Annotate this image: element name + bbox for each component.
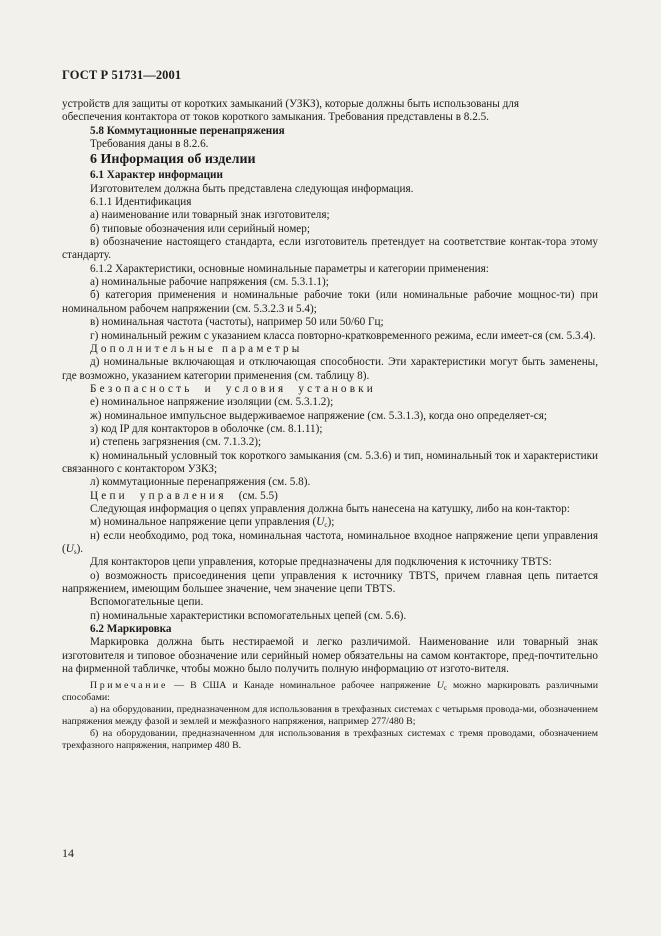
tbts-text: Для контакторов цепи управления, которые предназначены для подключения к источнику TBTS:: [90, 556, 552, 569]
item-a2: а) номинальные рабочие напряжения (см. 5.3.1.1);: [90, 276, 329, 289]
item-o: о) возможность присоединения цепи управления к источнику TBTS, причем главная цепь питается напряжением, имеющим большее значение, чем значение цепи TBTS.: [62, 569, 598, 596]
item-v: в) обозначение настоящего стандарта, если изготовитель претендует на соответствие контак-тора этому стандарту.: [62, 236, 598, 262]
note-item-b: б) на оборудовании, предназначенном для использования в трехфазных системах с тремя проводами, обозначением трехфазного напряжения, например 480 В.: [62, 728, 598, 752]
control-circuits-label: Цепи управления (см. 5.5): [90, 489, 278, 502]
safety-label: Безопасность и условия установки: [90, 382, 376, 395]
intro-line-2: обеспечения контактора от токов короткого замыкания. Требования представлены в 8.2.5.: [62, 111, 489, 124]
item-e: е) номинальное напряжение изоляции (см. 5.3.1.2);: [90, 396, 334, 409]
item-n: н) если необходимо, род тока, номинальная частота, номинальное входное напряжение цепи управления $(U_s)$.: [62, 529, 598, 556]
control-circuits-text: Следующая информация о цепях управления должна быть нанесена на катушку, либо на кон-тактор:: [90, 502, 570, 515]
item-k: к) номинальный условный ток короткого замыкания (см. 5.3.6) и тип, номинальный ток и характеристики связанного с контактором УЗКЗ;: [62, 449, 598, 475]
section-6-1-2: 6.1.2 Характеристики, основные номинальные параметры и категории применения:: [90, 262, 489, 275]
section-6-title: 6 Информация об изделии: [90, 152, 256, 168]
item-i: и) степень загрязнения (см. 7.1.3.2);: [90, 436, 262, 449]
note: Примечание — В США и Канаде номинальное рабочее напряжение $U_c$ можно маркировать различными способами:: [62, 680, 598, 704]
auxiliary-circuits: Вспомогательные цепи.: [90, 596, 204, 609]
item-a: а) наименование или товарный знак изготовителя;: [90, 209, 330, 222]
intro-line-1: устройств для защиты от коротких замыканий (УЗКЗ), которые должны быть использованы для: [62, 98, 520, 110]
section-6-1-1: 6.1.1 Идентификация: [90, 196, 192, 209]
section-6-2-text: Маркировка должна быть нестираемой и легко различимой. Наименование или товарный знак изготовителя и типовое обозначение или серийный номер обязательны на самом контакторе, пред-почтительно на фирменной табличке, чтобы можно было получить полную информацию от изгото-вителя.: [62, 636, 598, 676]
item-zh: ж) номинальное импульсное выдерживаемое напряжение (см. 5.3.1.3), когда оно определяет-ся;: [90, 409, 547, 422]
section-6-1-text: Изготовителем должна быть представлена следующая информация.: [90, 182, 414, 195]
item-v2: в) номинальная частота (частоты), например 50 или 50/60 Гц;: [90, 316, 384, 329]
item-b: б) типовые обозначения или серийный номер;: [90, 222, 310, 235]
item-g: г) номинальный режим с указанием класса повторно-кратковременного режима, если имеет-ся (см. 5.3.4).: [90, 329, 596, 342]
section-6-1-title: 6.1 Характер информации: [90, 169, 223, 182]
item-p: п) номинальные характеристики вспомогательных цепей (см. 5.6).: [90, 609, 407, 622]
item-z: з) код IP для контакторов в оболочке (см. 8.1.11);: [90, 422, 323, 435]
page-number: 14: [62, 846, 74, 860]
section-5-8-text: Требования даны в 8.2.6.: [90, 138, 209, 151]
additional-params-label: Дополнительные параметры: [90, 342, 303, 355]
item-m: м) номинальное напряжение цепи управления $(U_c)$;: [90, 516, 335, 530]
item-d: д) номинальные включающая и отключающая способности. Эти характеристики могут быть заменены, где возможно, указанием категории применения (см. таблицу 8).: [62, 356, 598, 382]
document-body: [62, 98, 598, 752]
item-b2: б) категория применения и номинальные рабочие токи (или номинальные рабочие мощнос-ти) при номинальном рабочем напряжении (см. 5.3.2.3 и 5.4);: [62, 289, 598, 315]
section-5-8-title: 5.8 Коммутационные перенапряжения: [90, 124, 285, 137]
note-item-a: а) на оборудовании, предназначенном для использования в трехфазных системах с четырьмя провода-ми, обозначением напряжения между фазой и землей и межфазного напряжения, например 277/480 В;: [62, 704, 598, 728]
standard-header: ГОСТ Р 51731—2001: [62, 68, 182, 82]
item-l: л) коммутационные перенапряжения (см. 5.8).: [90, 476, 311, 489]
section-6-2-title: 6.2 Маркировка: [90, 623, 172, 636]
